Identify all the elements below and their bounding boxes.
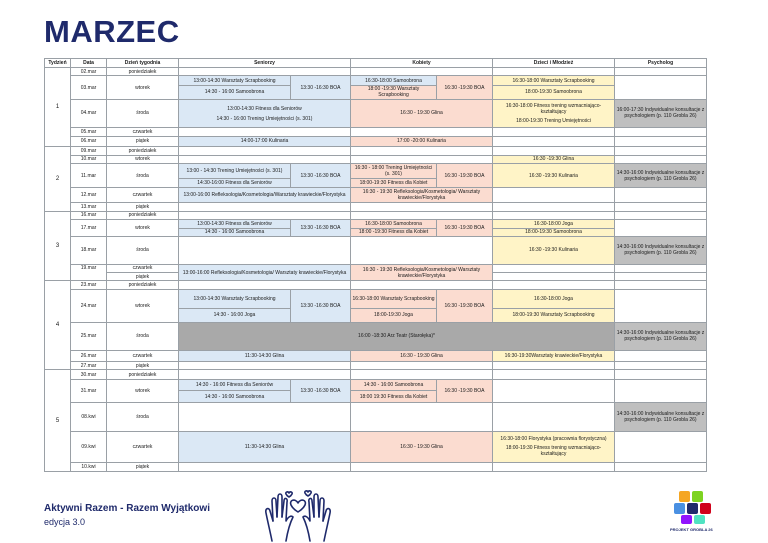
footer-title: Aktywni Razem - Razem Wyjątkowi	[44, 503, 210, 514]
dzieci-empty	[493, 403, 615, 432]
header-seniorzy: Seniorzy	[179, 59, 351, 68]
week-label: 5	[45, 370, 71, 472]
seniorzy-event-line: 13:00-14:30 Fitness dla Seniorów	[227, 106, 302, 113]
date-cell: 30.mar	[71, 370, 107, 380]
day-cell: piątek	[107, 136, 179, 147]
day-cell: wtorek	[107, 379, 179, 402]
day-cell: wtorek	[107, 289, 179, 322]
psycholog-empty	[615, 203, 707, 211]
seniorzy-event	[179, 99, 351, 128]
seniorzy-empty	[179, 211, 351, 219]
kobiety-event: 16:30 - 19:30 Glina	[351, 351, 493, 362]
footer-edition: edycja 3.0	[44, 517, 86, 527]
day-cell: poniedziałek	[107, 281, 179, 289]
psycholog-empty	[615, 431, 707, 463]
psycholog-empty	[615, 128, 707, 136]
header-psycholog: Psycholog	[615, 59, 707, 68]
seniorzy-event: 14:30 - 16:00 Fitness dla Seniorów	[179, 379, 291, 391]
psycholog-empty	[615, 220, 707, 237]
all-groups-event: 16:00 -18:30 Arz Teatr (Starołęka)*	[179, 322, 615, 351]
date-cell: 06.mar	[71, 136, 107, 147]
kobiety-event: 17:00 -20:00 Kulinaria	[351, 136, 493, 147]
seniorzy-event: 14:30 - 16:00 Joga	[179, 308, 291, 322]
date-cell: 08.kwi	[71, 403, 107, 432]
date-cell: 10.kwi	[71, 463, 107, 472]
kobiety-event: 16:30 - 19:30 Glina	[351, 99, 493, 128]
dzieci-empty	[493, 128, 615, 136]
day-cell: piątek	[107, 273, 179, 281]
header-dzieci: Dzieci i Młodzież	[493, 59, 615, 68]
kobiety-event: 18:00-19:30 Joga	[351, 308, 437, 322]
kobiety-event: 16:30 -19:30 BOA	[437, 164, 493, 188]
dzieci-empty	[493, 463, 615, 472]
seniorzy-event: 13:30 -16:30 BOA	[291, 220, 351, 237]
page-title: MARZEC	[44, 14, 180, 49]
dzieci-empty	[493, 147, 615, 155]
kobiety-empty	[351, 237, 493, 264]
day-cell: środa	[107, 237, 179, 264]
seniorzy-empty	[179, 203, 351, 211]
date-cell: 02.mar	[71, 68, 107, 76]
date-cell: 09.mar	[71, 147, 107, 155]
kobiety-empty	[351, 403, 493, 432]
seniorzy-empty	[179, 155, 351, 163]
dzieci-event: 18:00-19:30 Warsztaty Scrapbooking	[493, 308, 615, 322]
date-cell: 12.mar	[71, 188, 107, 203]
kobiety-empty	[351, 370, 493, 380]
week-label: 2	[45, 147, 71, 211]
day-cell: środa	[107, 99, 179, 128]
header-week: Tydzień	[45, 59, 71, 68]
kobiety-event: 16:30-18:00 Warsztaty Scrapbooking	[351, 289, 437, 308]
kobiety-event: 16:30 - 19:30 Refleksologia/Kosmetologia/ Warsztaty krawieckie/Florystyka	[351, 188, 493, 203]
seniorzy-empty	[179, 68, 351, 76]
date-cell: 27.mar	[71, 361, 107, 369]
kobiety-event: 16:30-18:00 Samoobrona	[351, 76, 437, 86]
kobiety-event: 14:30 - 16:00 Samoobrona	[351, 379, 437, 391]
kobiety-empty	[351, 68, 493, 76]
dzieci-empty	[493, 264, 615, 272]
kobiety-event: 18:00 19:30 Fitness dla Kobiet	[351, 391, 437, 403]
dzieci-event-line: 16:30-18:00 Florystyka (pracownia florystyczna)	[500, 436, 607, 443]
header-day: Dzień tygodnia	[107, 59, 179, 68]
seniorzy-empty	[179, 147, 351, 155]
seniorzy-event: 13:00-16:00 Refleksologia/Kosmetologia/Warsztaty krawieckie/Florystyka	[179, 188, 351, 203]
psycholog-event: 14:30-16:00 Indywidualne konsultacje z psychologiem (p. 110 Grobla 26)	[615, 164, 707, 188]
date-cell: 10.mar	[71, 155, 107, 163]
day-cell: środa	[107, 403, 179, 432]
psycholog-empty	[615, 379, 707, 402]
date-cell: 05.mar	[71, 128, 107, 136]
dzieci-event-line: 16:30-18:00 Fitness trening wzmacniająco-kształtujący	[505, 102, 602, 115]
day-cell: czwartek	[107, 128, 179, 136]
seniorzy-event: 13:00-16:00 Refleksologia/Kosmetologia/ Warsztaty krawieckie/Florystyka	[179, 264, 351, 281]
dzieci-event-line: 18:00-19:30 Trening Umiejętności	[516, 117, 591, 124]
dzieci-empty	[493, 136, 615, 147]
seniorzy-empty	[179, 237, 351, 264]
date-cell: 24.mar	[71, 289, 107, 322]
schedule-table	[44, 58, 707, 472]
day-cell: czwartek	[107, 431, 179, 463]
psycholog-empty	[615, 281, 707, 289]
day-cell: poniedziałek	[107, 68, 179, 76]
kobiety-event: 16:30 -19:30 BOA	[437, 220, 493, 237]
dzieci-event: 16:30 -19:30 Glina	[493, 155, 615, 163]
day-cell: środa	[107, 322, 179, 351]
kobiety-event: 16:30 - 19:30 Refleksologia/Kosmetologia/ Warsztaty krawieckie/Florystyka	[351, 264, 493, 281]
dzieci-event	[493, 431, 615, 463]
kobiety-empty	[351, 211, 493, 219]
day-cell: piątek	[107, 361, 179, 369]
seniorzy-event-line: 14:30 - 16:00 Trening Umiejętności (s. 301)	[216, 116, 313, 123]
dzieci-event	[493, 99, 615, 128]
day-cell: wtorek	[107, 76, 179, 99]
psycholog-event: 14:30-16:00 Indywidualne konsultacje z psychologiem (p. 110 Grobla 26)	[615, 403, 707, 432]
date-cell: 13.mar	[71, 203, 107, 211]
psycholog-empty	[615, 351, 707, 362]
seniorzy-event: 13:30 -16:30 BOA	[291, 164, 351, 188]
kobiety-event: 16:30 -19:30 BOA	[437, 76, 493, 99]
psycholog-empty	[615, 68, 707, 76]
date-cell: 16.mar	[71, 211, 107, 219]
date-cell: 11.mar	[71, 164, 107, 188]
day-cell: wtorek	[107, 220, 179, 237]
header-kobiety: Kobiety	[351, 59, 493, 68]
seniorzy-empty	[179, 463, 351, 472]
seniorzy-empty	[179, 128, 351, 136]
seniorzy-event: 11:30-14:30 Glina	[179, 351, 351, 362]
logo-caption: PROJEKT GROBLA 26	[670, 527, 713, 532]
seniorzy-event: 13:00-14:30 Warsztaty Scrapbooking	[179, 289, 291, 308]
kobiety-event: 16:30 -19:30 BOA	[437, 379, 493, 402]
seniorzy-event: 11:30-14:30 Glina	[179, 431, 351, 463]
dzieci-empty	[493, 379, 615, 402]
date-cell: 17.mar	[71, 220, 107, 237]
day-cell: poniedziałek	[107, 370, 179, 380]
day-cell: środa	[107, 164, 179, 188]
dzieci-event: 16:30 -19:30 Kulinaria	[493, 164, 615, 188]
dzieci-empty	[493, 281, 615, 289]
psycholog-event: 14:30-16:00 Indywidualne konsultacje z psychologiem (p. 110 Grobla 26)	[615, 322, 707, 351]
day-cell: czwartek	[107, 351, 179, 362]
dzieci-empty	[493, 273, 615, 281]
seniorzy-event: 14:30 - 16:00 Samoobrona	[179, 85, 291, 99]
seniorzy-event: 14:00-17:00 Kulinaria	[179, 136, 351, 147]
kobiety-empty	[351, 203, 493, 211]
kobiety-empty	[351, 147, 493, 155]
dzieci-event: 18:00-19:30 Samoobrona	[493, 228, 615, 236]
date-cell: 26.mar	[71, 351, 107, 362]
kobiety-empty	[351, 281, 493, 289]
seniorzy-event: 14:30-16:00 Fitness dla Seniorów	[179, 178, 291, 188]
kobiety-event: 18:00 -19:30 Fitness dla Kobiet	[351, 228, 437, 236]
kobiety-event: 16:30 - 19:30 Glina	[351, 431, 493, 463]
seniorzy-event: 13:00-14:30 Fitness dla Seniorów	[179, 220, 291, 228]
kobiety-event: 16:30 -19:30 BOA	[437, 289, 493, 322]
date-cell: 31.mar	[71, 379, 107, 402]
dzieci-empty	[493, 361, 615, 369]
day-cell: wtorek	[107, 155, 179, 163]
week-label: 3	[45, 211, 71, 281]
psycholog-empty	[615, 264, 707, 272]
seniorzy-empty	[179, 370, 351, 380]
date-cell: 03.mar	[71, 76, 107, 99]
kobiety-empty	[351, 361, 493, 369]
date-cell: 18.mar	[71, 237, 107, 264]
day-cell: poniedziałek	[107, 211, 179, 219]
psycholog-empty	[615, 147, 707, 155]
date-cell: 04.mar	[71, 99, 107, 128]
kobiety-event: 18:00-19:30 Fitness dla Kobiet	[351, 178, 437, 188]
psycholog-empty	[615, 155, 707, 163]
seniorzy-event: 13:30 -16:30 BOA	[291, 379, 351, 402]
day-cell: piątek	[107, 203, 179, 211]
dzieci-event: 18:00-19:30 Samoobrona	[493, 85, 615, 99]
dzieci-empty	[493, 188, 615, 203]
dzieci-event: 16:30-18:00 Joga	[493, 289, 615, 308]
date-cell: 23.mar	[71, 281, 107, 289]
kobiety-event: 18:00 -19:30 Warsztaty Scrapbooking	[351, 85, 437, 99]
seniorzy-event: 14:30 - 16:00 Samoobrona	[179, 228, 291, 236]
week-label: 4	[45, 281, 71, 370]
hands-heart-icon	[258, 487, 338, 543]
day-cell: piątek	[107, 463, 179, 472]
date-cell: 25.mar	[71, 322, 107, 351]
dzieci-event-line: 18:00-19:30 Fitness trening wzmacniająco-kształtujący	[505, 445, 602, 458]
day-cell: czwartek	[107, 264, 179, 272]
seniorzy-event: 14:30 - 16:00 Samoobrona	[179, 391, 291, 403]
psycholog-empty	[615, 361, 707, 369]
kobiety-empty	[351, 155, 493, 163]
day-cell: czwartek	[107, 188, 179, 203]
seniorzy-empty	[179, 403, 351, 432]
date-cell: 19.mar	[71, 264, 107, 281]
psycholog-event: 14:30-16:00 Indywidualne konsultacje z psychologiem (p. 110 Grobla 26)	[615, 237, 707, 264]
header-date: Data	[71, 59, 107, 68]
kobiety-empty	[351, 128, 493, 136]
dzieci-event: 16:30-18:00 Joga	[493, 220, 615, 228]
week-label: 1	[45, 68, 71, 147]
psycholog-empty	[615, 289, 707, 322]
date-cell: 09.kwi	[71, 431, 107, 463]
psycholog-empty	[615, 136, 707, 147]
seniorzy-empty	[179, 361, 351, 369]
dzieci-event: 16:30 -19:30 Kulinaria	[493, 237, 615, 264]
psycholog-event: 16:00-17:30 Indywidualne konsultacje z psychologiem (p. 110 Grobla 26)	[615, 99, 707, 128]
kobiety-empty	[351, 463, 493, 472]
seniorzy-event: 13:30 -16:30 BOA	[291, 76, 351, 99]
dzieci-empty	[493, 211, 615, 219]
psycholog-empty	[615, 370, 707, 380]
dzieci-event: 16:30-19:30Warsztaty krawieckie/Florystyka	[493, 351, 615, 362]
day-cell: poniedziałek	[107, 147, 179, 155]
seniorzy-event: 13:30 -16:30 BOA	[291, 289, 351, 322]
psycholog-empty	[615, 76, 707, 99]
psycholog-empty	[615, 211, 707, 219]
seniorzy-event: 13:00 - 14:30 Trening Umiejętności (s. 301)	[179, 164, 291, 179]
kobiety-event: 16:30-18:00 Samoobrona	[351, 220, 437, 228]
dzieci-event: 16:30-18:00 Warsztaty Scrapbooking	[493, 76, 615, 86]
dzieci-empty	[493, 68, 615, 76]
dzieci-empty	[493, 370, 615, 380]
dzieci-empty	[493, 203, 615, 211]
psycholog-empty	[615, 463, 707, 472]
kobiety-event: 16:30 - 18:00 Trening Umiejętności (s. 301)	[351, 164, 437, 179]
psycholog-empty	[615, 273, 707, 281]
seniorzy-empty	[179, 281, 351, 289]
seniorzy-event: 13:00-14:30 Warsztaty Scrapbooking	[179, 76, 291, 86]
psycholog-empty	[615, 188, 707, 203]
